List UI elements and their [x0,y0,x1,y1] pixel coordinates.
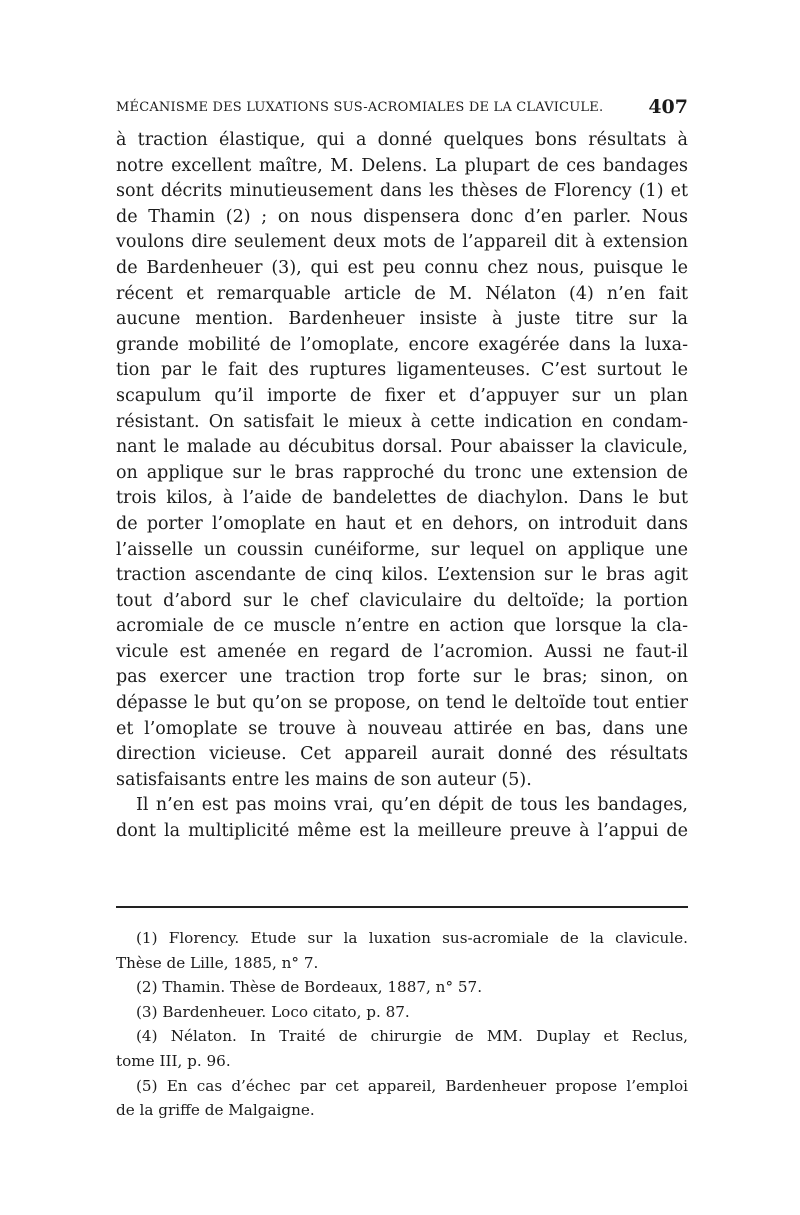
body-line: récent et remarquable article de M. Nélaton (4) n’en fait [116,283,688,304]
body-line: vicule est amenée en regard de l’acromion. Aussi ne faut-il [116,641,688,662]
body-line: de Bardenheuer (3), qui est peu connu chez nous, puisque le [116,257,688,278]
page-number: 407 [648,96,688,118]
body-line: à traction élastique, qui a donné quelques bons résultats à [116,130,688,150]
body-line: l’aisselle un coussin cunéiforme, sur lequel on applique une [116,539,688,560]
body-line: acromiale de ce muscle n’entre en action que lorsque la cla- [116,616,688,637]
body-line: grande mobilité de l’omoplate, encore exagérée dans la luxa- [116,334,688,355]
body-line: résistant. On satisfait le mieux à cette indication en condam- [116,411,688,432]
footnote-line: (1) Florency. Etude sur la luxation sus-acromiale de la clavicule. [136,929,688,947]
body-line: satisfaisants entre les mains de son auteur (5). [116,769,532,790]
body-line: Il n’en est pas moins vrai, qu’en dépit de tous les bandages, [136,795,688,816]
body-line: dont la multiplicité même est la meilleure preuve à l’appui de [116,821,688,842]
body-line: voulons dire seulement deux mots de l’appareil dit à extension [116,232,688,253]
body-line: sont décrits minutieusement dans les thèses de Florency (1) et [116,181,688,202]
body-line: nant le malade au décubitus dorsal. Pour abaisser la clavicule, [116,437,688,458]
body-line: de Thamin (2) ; on nous dispensera donc d’en parler. Nous [116,206,688,227]
footnote-separator [116,906,688,908]
body-line: de porter l’omoplate en haut et en dehors, on introduit dans [116,513,688,534]
body-line: notre excellent maître, M. Delens. La plupart de ces bandages [116,155,688,176]
footnotes [116,926,688,1123]
footnote-line: (5) En cas d’échec par cet appareil, Bardenheuer propose l’emploi [136,1076,688,1095]
body-line: on applique sur le bras rapproché du tronc une extension de [116,462,688,483]
body-line: trois kilos, à l’aide de bandelettes de diachylon. Dans le but [116,488,688,509]
body-line: tout d’abord sur le chef claviculaire du deltoïde; la portion [116,590,688,611]
body-line: pas exercer une traction trop forte sur le bras; sinon, on [116,667,688,688]
footnote-line: (3) Bardenheuer. Loco citato, p. 87. [136,1002,410,1021]
body-line: et l’omoplate se trouve à nouveau attirée en bas, dans une [116,718,688,739]
body-line: dépasse le but qu’on se propose, on tend le deltoïde tout entier [116,693,688,714]
body-line: scapulum qu’il importe de fixer et d’appuyer sur un plan [116,385,688,406]
body-line: aucune mention. Bardenheuer insiste à juste titre sur la [116,309,688,330]
body-line: direction vicieuse. Cet appareil aurait donné des résultats [116,744,688,765]
running-header [116,96,688,120]
body-line: tion par le fait des ruptures ligamenteuses. C’est surtout le [116,360,688,381]
footnote-line: de la griffe de Malgaigne. [116,1101,315,1120]
body-text [116,128,688,845]
running-head-title: MÉCANISME DES LUXATIONS SUS-ACROMIALES DE LA CLAVICULE. [116,100,604,115]
footnote-line: tome III, p. 96. [116,1051,231,1070]
footnote-line: Thèse de Lille, 1885, n° 7. [116,953,319,972]
footnote-line: (2) Thamin. Thèse de Bordeaux, 1887, n° 57. [136,978,483,997]
body-line: traction ascendante de cinq kilos. L’extension sur le bras agit [116,565,688,586]
footnote-line: (4) Nélaton. In Traité de chirurgie de MM. Duplay et Reclus, [136,1027,688,1046]
